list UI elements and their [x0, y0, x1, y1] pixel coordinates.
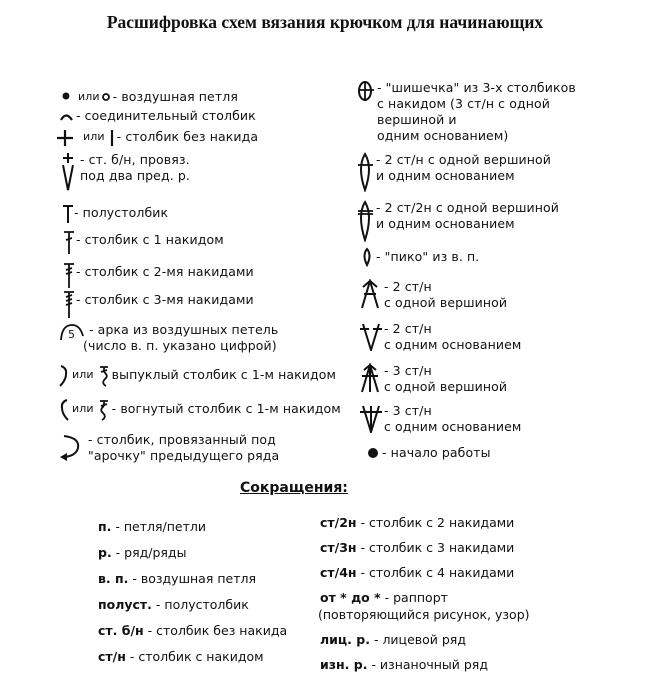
legend-picot: - "пико" из в. п.	[362, 247, 479, 267]
legend-2dc-one-top: - 2 ст/н с одной вершиной	[358, 279, 507, 311]
abbr-row: ст/н - столбик с накидом	[98, 649, 264, 664]
three-dc-together-icon	[358, 363, 384, 393]
two-tr-shell-icon	[356, 200, 376, 242]
arc-icon	[58, 108, 76, 122]
legend-start: - начало работы	[366, 445, 491, 461]
front-post-dc-icon	[96, 364, 112, 388]
svg-text:5: 5	[68, 328, 75, 341]
legend-stitch-under-arch: - столбик, провязанный под "арочку" предыдущего ряда	[58, 432, 279, 464]
start-dot-icon	[366, 445, 380, 461]
abbr-row: ст/4н - столбик с 4 накидами	[320, 565, 515, 580]
abbr-row: р. - ряд/ряды	[98, 545, 187, 560]
two-dc-same-base-icon	[358, 321, 384, 351]
front-post-bracket-icon	[58, 364, 70, 388]
legend-double-crochet: - столбик с 1 накидом	[62, 230, 224, 254]
abbr-row: п. - петля/петли	[98, 519, 206, 534]
filled-dot-icon	[60, 89, 74, 103]
abbr-row: от * до * - раппорт	[320, 590, 448, 605]
plus-icon	[55, 129, 77, 147]
abbr-row: полуст. - полустолбик	[98, 597, 249, 612]
legend-back-post: или - вогнутый столбик с 1-м накидом	[58, 398, 341, 422]
legend-bobble: - "шишечка" из 3-х столбиков с накидом (3 ст/н с одной вершиной и одним основанием)	[356, 80, 576, 144]
abbr-row-extra: (повторяющийся рисунок, узор)	[318, 607, 530, 622]
bobble-icon	[356, 80, 376, 102]
dtr-icon	[62, 290, 76, 318]
legend-double-treble: - столбик с 3-мя накидами	[62, 290, 254, 318]
two-dc-together-icon	[358, 279, 384, 309]
plus-over-v-icon	[60, 152, 78, 192]
page-title: Расшифровка схем вязания крючком для начинающих	[106, 12, 544, 32]
three-dc-same-base-icon	[358, 403, 384, 433]
picot-icon	[362, 247, 374, 267]
open-circle-icon	[101, 89, 113, 103]
legend-3dc-one-top: - 3 ст/н с одной вершиной	[358, 363, 507, 395]
dc-icon	[62, 230, 76, 254]
legend-chain-arch: 5 - арка из воздушных петель (число в. п. указано цифрой)	[58, 322, 278, 354]
legend-single-crochet: или - столбик без накида	[55, 129, 258, 147]
legend-treble: - столбик с 2-мя накидами	[62, 262, 254, 288]
legend-slip-stitch: - соединительный столбик	[58, 108, 256, 124]
legend-2dc-cluster: - 2 ст/н с одной вершиной и одним основанием	[356, 152, 551, 192]
legend-2dc-same-base: - 2 ст/н с одним основанием	[358, 321, 521, 353]
abbr-row: ст/3н - столбик с 3 накидами	[320, 540, 515, 555]
vertical-bar-icon	[109, 129, 117, 147]
tr-icon	[62, 262, 76, 288]
two-dc-shell-icon	[356, 152, 376, 192]
legend-sc-two-prev-rows: - ст. б/н, провяз. под два пред. р.	[60, 152, 190, 192]
abbr-row: изн. р. - изнаночный ряд	[320, 657, 488, 672]
legend-2tr-cluster: - 2 ст/2н с одной вершиной и одним основанием	[356, 200, 559, 242]
t-stitch-icon	[62, 203, 74, 223]
abbr-row: лиц. р. - лицевой ряд	[320, 632, 466, 647]
legend-3dc-same-base: - 3 ст/н с одним основанием	[358, 403, 521, 435]
curved-arrow-icon	[58, 432, 84, 462]
legend-half-double: - полустолбик	[62, 203, 168, 223]
abbr-row: ст. б/н - столбик без накида	[98, 623, 288, 638]
abbr-row: ст/2н - столбик с 2 накидами	[320, 515, 515, 530]
legend-front-post: или выпуклый столбик с 1-м накидом	[58, 364, 336, 388]
abbreviations-heading: Сокращения:	[240, 480, 348, 496]
back-post-bracket-icon	[58, 398, 70, 422]
arch-five-icon	[58, 322, 86, 342]
abbr-row: в. п. - воздушная петля	[98, 571, 256, 586]
legend-chain-stitch: или - воздушная петля	[60, 89, 238, 105]
back-post-dc-icon	[96, 398, 112, 422]
